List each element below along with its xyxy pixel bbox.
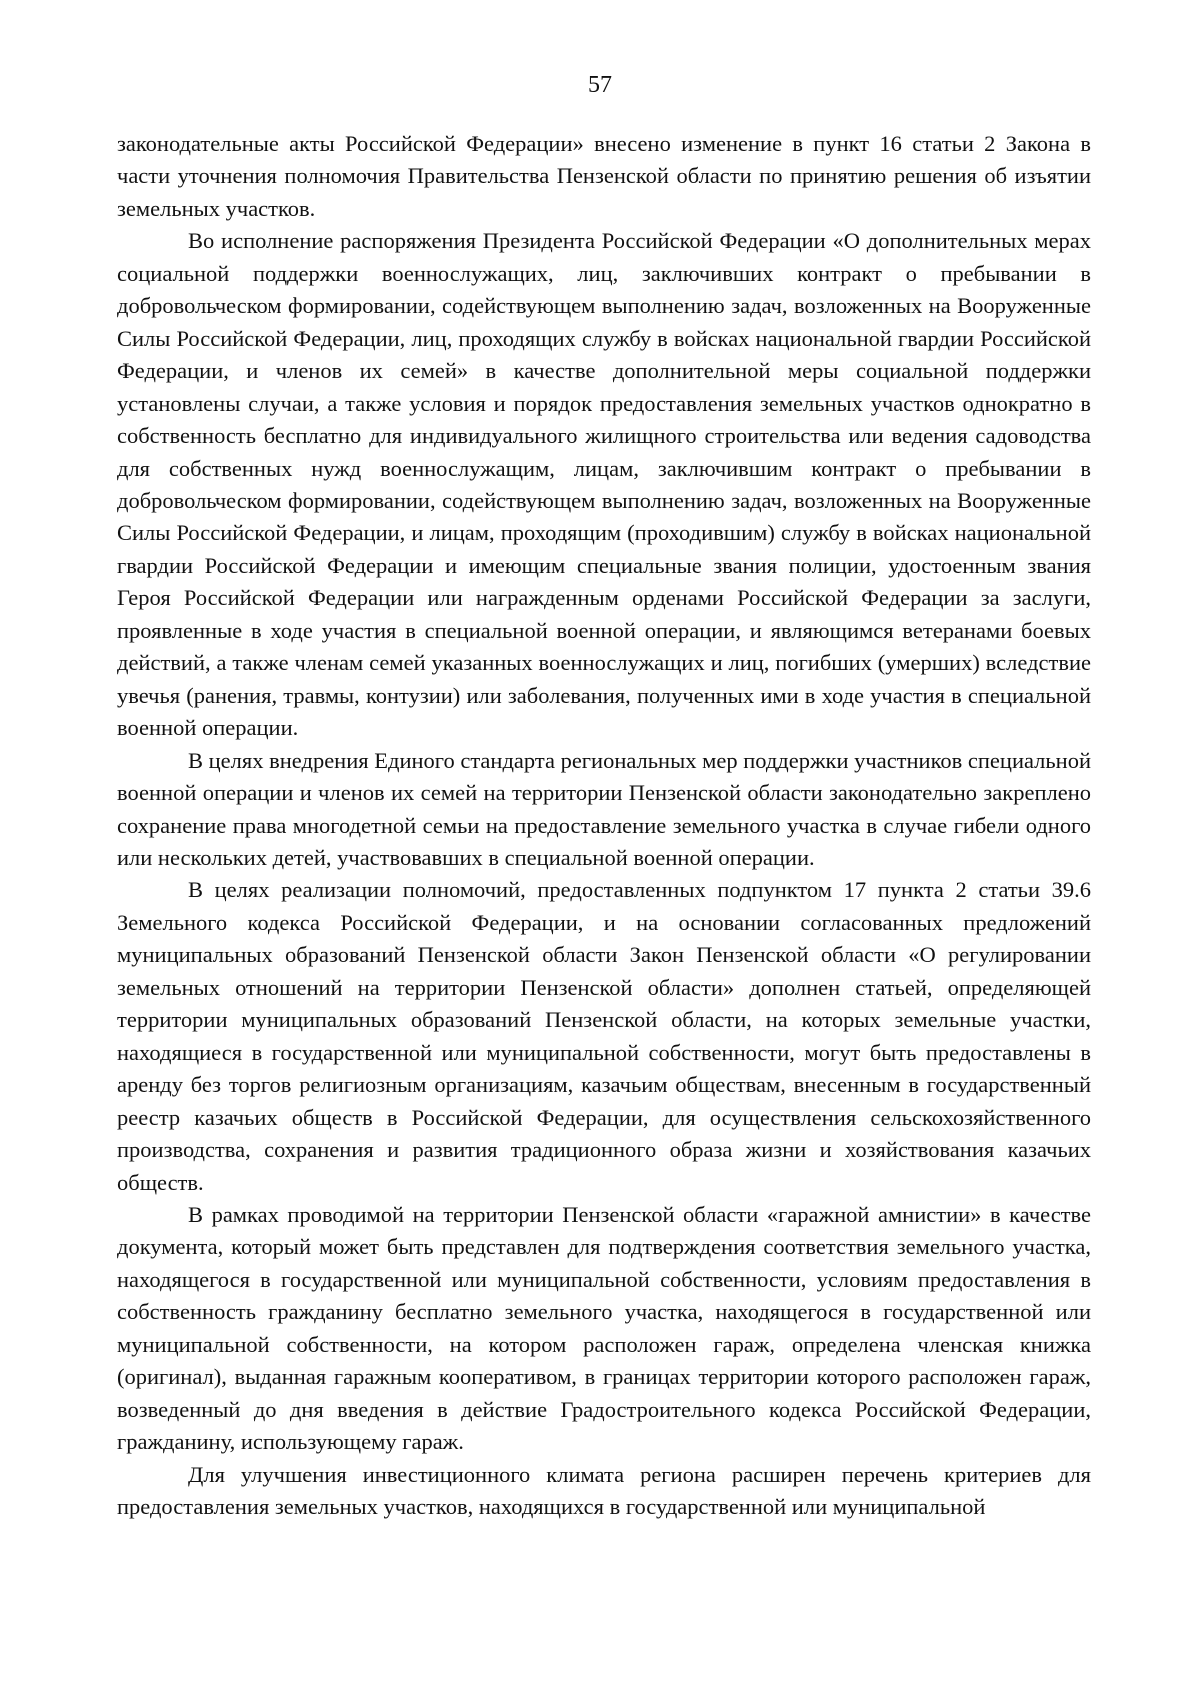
paragraph-truncated: Для улучшения инвестиционного климата региона расширен перечень критериев для предоставления земельных участков, находящихся в государственной или муниципальной [117, 1461, 1091, 1520]
document-body [117, 128, 1091, 1523]
paragraph: В целях внедрения Единого стандарта региональных мер поддержки участников специальной военной операции и членов их семей на территории Пензенской области законодательно закреплено сохранение права многодетной семьи на предоставление земельного участка в случае гибели одного или нескольких детей, участвовавших в специальной военной операции. [117, 747, 1091, 870]
page-number: 57 [588, 72, 612, 98]
paragraph: Во исполнение распоряжения Президента Российской Федерации «О дополнительных мерах социальной поддержки военнослужащих, лиц, заключивших контракт о пребывании в добровольческом формировании, содействующем выполнению задач, возложенных на Вооруженные Силы Российской Федерации, лиц, проходящих службу в войсках национальной гвардии Российской Федерации, и членов их семей» в качестве дополнительной меры социальной поддержки установлены случаи, а также условия и порядок предоставления земельных участков однократно в собственность бесплатно для индивидуального жилищного строительства или ведения садоводства для собственных нужд военнослужащим, лицам, заключившим контракт о пребывании в добровольческом формировании, содействующем выполнению задач, возложенных на Вооруженные Силы Российской Федерации, и лицам, проходящим (проходившим) службу в войсках национальной гвардии Российской Федерации и имеющим специальные звания полиции, удостоенным звания Героя Российской Федерации или награжденным орденами Российской Федерации за заслуги, проявленные в ходе участия в специальной военной операции, и являющимся ветеранами боевых действий, а также членам семей указанных военнослужащих и лиц, погибших (умерших) вследствие увечья (ранения, травмы, контузии) или заболевания, полученных ими в ходе участия в специальной военной операции. [117, 228, 1091, 741]
paragraph-continued: законодательные акты Российской Федерации» внесено изменение в пункт 16 статьи 2 Закона в части уточнения полномочия Правительства Пензенской области по принятию решения об изъятии земельных участков. [117, 131, 1091, 221]
paragraph: В рамках проводимой на территории Пензенской области «гаражной амнистии» в качестве документа, который может быть представлен для подтверждения соответствия земельного участка, находящегося в государственной или муниципальной собственности, условиям предоставления в собственность гражданину бесплатно земельного участка, находящегося в государственной или муниципальной собственности, на котором расположен гараж, определена членская книжка (оригинал), выданная гаражным кооперативом, в границах территории которого расположен гараж, возведенный до дня введения в действие Градостроительного кодекса Российской Федерации, гражданину, использующему гараж. [117, 1201, 1091, 1455]
paragraph: В целях реализации полномочий, предоставленных подпунктом 17 пункта 2 статьи 39.6 Земельного кодекса Российской Федерации, и на основании согласованных предложений муниципальных образований Пензенской области Закон Пензенской области «О регулировании земельных отношений на территории Пензенской области» дополнен статьей, определяющей территории муниципальных образований Пензенской области, на которых земельные участки, находящиеся в государственной или муниципальной собственности, могут быть предоставлены в аренду без торгов религиозным организациям, казачьим обществам, внесенным в государственный реестр казачьих обществ в Российской Федерации, для осуществления сельскохозяйственного производства, сохранения и развития традиционного образа жизни и хозяйствования казачьих обществ. [117, 877, 1091, 1195]
